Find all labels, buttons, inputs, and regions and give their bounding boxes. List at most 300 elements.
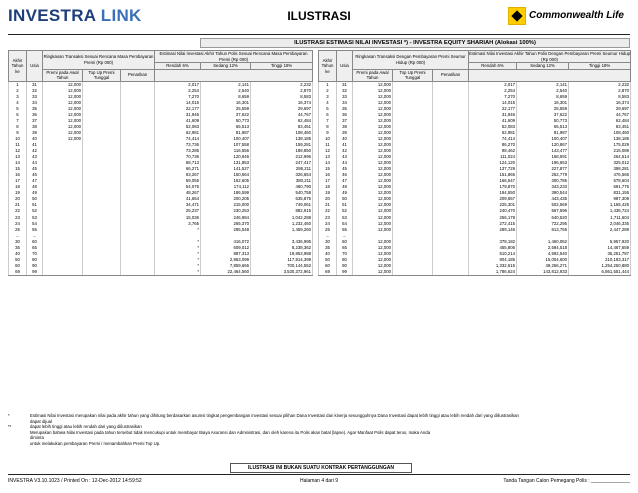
cell-akhir-tahun: 22 (9, 208, 27, 214)
cell-usia: 52 (27, 208, 43, 214)
cell-akhir-tahun: 16 (319, 172, 337, 178)
cell-premi: 12,000 (353, 160, 393, 166)
cell-rendah: 73,736 (155, 142, 201, 148)
cell-tinggi: 138,185 (569, 136, 631, 142)
cell-usia: 38 (27, 124, 43, 130)
cell-rendah: 3,765 (155, 221, 201, 227)
cell-tinggi: 247,417 (251, 160, 313, 166)
group-header-transaksi: Ringkasan Transaksi Dengan Pembayaran Premi Seumur Hidup (Rp 000) (353, 51, 469, 70)
cell-tinggi: 16,374 (251, 100, 313, 106)
col-header-akhir-tahun: Akhir Tahun ke (319, 51, 337, 82)
cell-usia: 54 (337, 221, 353, 227)
cell-akhir-tahun: 3 (319, 94, 337, 100)
cell-tinggi: 286,211 (251, 166, 313, 172)
col-header-usia: Usia (337, 51, 353, 82)
cell-rendah: 256,179 (469, 215, 517, 221)
cell-usia: 32 (27, 88, 43, 94)
cell-usia: 65 (337, 245, 353, 251)
cell-rendah: 68,713 (155, 160, 201, 166)
cell-premi: 12,000 (353, 81, 393, 88)
cell-akhir-tahun: 24 (319, 221, 337, 227)
cell-rendah: 209,657 (469, 196, 517, 202)
cell-akhir-tahun: 12 (9, 148, 27, 154)
cell-akhir-tahun: 3 (9, 94, 27, 100)
cell-rendah: 54,075 (155, 184, 201, 190)
cell-tinggi: 749,061 (251, 202, 313, 208)
cell-akhir-tahun: 40 (319, 251, 337, 257)
cell-akhir-tahun: 4 (319, 100, 337, 106)
cell-sedang: 37,622 (201, 112, 251, 118)
investment-table-planned-payment (8, 50, 313, 276)
cell-akhir-tahun: 30 (9, 239, 27, 245)
cell-usia: 46 (337, 172, 353, 178)
cell-premi: 12,000 (353, 257, 393, 263)
cell-sedang: 2,594,518 (517, 245, 569, 251)
cell-tinggi: 987,309 (569, 196, 631, 202)
cell-rendah: 74,414 (155, 136, 201, 142)
tinggi-label: Tinggi (270, 63, 283, 68)
table-body (319, 81, 631, 276)
cell-akhir-tahun: 25 (9, 227, 27, 233)
cell-rendah: * (155, 227, 201, 233)
cell-sedang: 100,407 (517, 136, 569, 142)
cell-topup (393, 269, 433, 276)
cell-sedang: 143,812,933 (517, 269, 569, 276)
footnote-text: dapat lebih tinggi atau lebih rendah dari yang diilustrasikan (30, 424, 142, 430)
cell-sedang: 390,544 (517, 190, 569, 196)
rendah-rate: 6% (497, 63, 504, 68)
cell-akhir-tahun: 21 (319, 202, 337, 208)
footnote-mark (8, 441, 30, 447)
cell-premi: 12,000 (43, 112, 83, 118)
cell-akhir-tahun: 7 (9, 118, 27, 124)
cell-usia: 90 (337, 263, 353, 269)
cell-akhir-tahun: 4 (9, 100, 27, 106)
cell-akhir-tahun: 14 (9, 160, 27, 166)
cell-tinggi: 1,042,288 (251, 215, 313, 221)
cell-rendah: 272,415 (469, 221, 517, 227)
document-title: ILUSTRASI (287, 9, 351, 23)
cell-sedang: 50,773 (201, 118, 251, 124)
cell-usia: 39 (27, 130, 43, 136)
cell-sedang: 174,112 (201, 184, 251, 190)
cell-rendah: 98,462 (469, 148, 517, 154)
cell-premi: 12,000 (353, 202, 393, 208)
cell-sedang: 49,256,271 (517, 263, 569, 269)
cell-sedang: 116,556 (201, 148, 251, 154)
cell-tinggi: 83,451 (251, 124, 313, 130)
cell-sedang: 4,592,540 (517, 251, 569, 257)
col-header-usia: Usia (27, 51, 43, 82)
cell-akhir-tahun: 25 (319, 227, 337, 233)
cell-rendah: 14,015 (155, 100, 201, 106)
cell-akhir-tahun: 69 (9, 269, 27, 276)
cell-premi: 12,000 (43, 94, 83, 100)
cell-tinggi: 6,861,551,444 (569, 269, 631, 276)
cell-sedang: 200,205 (201, 196, 251, 202)
signature-line: Tanda Tangan Calon Pemegang Polis : ______________ (503, 478, 630, 484)
cell-rendah: * (155, 263, 201, 269)
group-header-transaksi: Ringkasan Transaksi Sesuai Rencana Masa Pembayaran Premi (Rp 000) (43, 51, 155, 70)
cell-sedang: 2,141 (517, 81, 569, 88)
cell-rendah: 2,017 (155, 81, 201, 88)
cell-usia: 36 (27, 112, 43, 118)
cell-rendah: 151,866 (469, 172, 517, 178)
cell-akhir-tahun: 20 (319, 196, 337, 202)
cell-tinggi: 2,870 (569, 88, 631, 94)
cell-rendah: 194,550 (469, 190, 517, 196)
cell-tinggi: 2,447,289 (569, 227, 631, 233)
cell-premi: 12,000 (353, 166, 393, 172)
cell-tinggi: 3,436,995 (251, 239, 313, 245)
cell-tinggi: 215,089 (569, 148, 631, 154)
cell-rendah: 510,214 (469, 251, 517, 257)
investment-table-lifetime-payment (318, 50, 631, 276)
cell-rendah: 34,471 (155, 202, 201, 208)
illustration-subtitle: ILUSTRASI ESTIMASI NILAI INVESTASI *) - INVESTRA EQUITY SHARIAH (Alokasi 100%) (200, 38, 630, 48)
cell-premi: 12,000 (353, 245, 393, 251)
cell-tinggi: 326,654 (251, 172, 313, 178)
cell-usia: 33 (27, 94, 43, 100)
cell-usia: 49 (27, 190, 43, 196)
cell-rendah: 124,120 (469, 160, 517, 166)
cell-tinggi: 635,875 (251, 196, 313, 202)
cell-tinggi: 831,155 (569, 190, 631, 196)
cell-rendah: * (155, 257, 201, 263)
cell-sedang: 502,569 (517, 202, 569, 208)
cell-sedang: 2,963,099 (201, 257, 251, 263)
cell-sedang: 100,407 (201, 136, 251, 142)
cell-sedang: 168,591 (517, 154, 569, 160)
cell-sedang: 186,599 (201, 190, 251, 196)
cell-rendah: 52,083 (155, 124, 201, 130)
cell-tinggi: 1,711,604 (569, 215, 631, 221)
cell-rendah: 62,981 (155, 130, 201, 136)
cell-usia: 40 (337, 136, 353, 142)
cell-usia: 60 (27, 239, 43, 245)
cell-usia: 35 (27, 106, 43, 112)
cell-sedang: 25,559 (517, 106, 569, 112)
cell-sedang: 265,370 (201, 221, 251, 227)
col-header-premi-awal: Premi pada Awal Tahun (43, 69, 83, 81)
cell-tinggi: 380,211 (251, 178, 313, 184)
cell-akhir-tahun: 6 (319, 112, 337, 118)
cell-penarikan (433, 269, 469, 276)
cell-akhir-tahun: 19 (319, 190, 337, 196)
cell-akhir-tahun: 50 (319, 257, 337, 263)
cell-usia: 41 (27, 142, 43, 148)
cell-premi: 12,000 (43, 130, 83, 136)
cell-tinggi: 14,467,659 (569, 245, 631, 251)
header-divider (8, 34, 630, 35)
cell-tinggi: 1,459,260 (251, 227, 313, 233)
cell-sedang: 813,755 (517, 227, 569, 233)
cell-usia: 32 (337, 88, 353, 94)
cell-akhir-tahun: 9 (319, 130, 337, 136)
cell-tinggi: 476,566 (569, 172, 631, 178)
cell-rendah: 289,146 (469, 227, 517, 233)
cell-premi: 12,000 (353, 124, 393, 130)
cell-usia: 47 (27, 178, 43, 184)
cell-usia: 40 (27, 136, 43, 142)
cell-sedang: 25,559 (201, 106, 251, 112)
cell-tinggi: 175,029 (569, 142, 631, 148)
cell-usia: 43 (337, 154, 353, 160)
disclaimer-box: ILUSTRASI INI BUKAN SUATU KONTRAK PERTANGGUNGAN (230, 463, 412, 473)
cell-sedang: 65,513 (517, 124, 569, 130)
cell-usia: 99 (27, 269, 43, 276)
cell-sedang: 15,004,600 (517, 257, 569, 263)
cell-sedang: 150,664 (201, 172, 251, 178)
cell-rendah: 179,870 (469, 184, 517, 190)
cell-rendah: 240,470 (469, 208, 517, 214)
cell-rendah: 7,270 (469, 94, 517, 100)
cell-tinggi: 8,583 (569, 94, 631, 100)
cell-tinggi: 35,251,787 (569, 251, 631, 257)
cell-sedang: 16,301 (201, 100, 251, 106)
cell-premi: 12,000 (353, 190, 393, 196)
cell-sedang: 300,785 (517, 178, 569, 184)
cell-rendah: 73,285 (155, 148, 201, 154)
cell-sedang: 50,773 (517, 118, 569, 124)
cell-sedang: 262,779 (517, 172, 569, 178)
cell-akhir-tahun: 8 (319, 124, 337, 130)
cell-rendah: 86,270 (469, 142, 517, 148)
sedang-rate: 12% (546, 63, 555, 68)
cell-akhir-tahun: 16 (9, 172, 27, 178)
cell-premi: 12,000 (353, 269, 393, 276)
footnote-item (8, 441, 630, 447)
cell-akhir-tahun: ... (319, 233, 337, 239)
cell-premi: 12,000 (43, 88, 83, 94)
cell-sedang: 107,558 (201, 142, 251, 148)
cell-tinggi: 2,232 (569, 81, 631, 88)
page-number: Halaman 4 dari 9 (299, 478, 339, 484)
cell-tinggi: 8,583 (251, 94, 313, 100)
cell-rendah: 22,177 (155, 106, 201, 112)
cell-sedang: 8,659 (201, 94, 251, 100)
cell-usia: 53 (337, 215, 353, 221)
cell-akhir-tahun: 2 (9, 88, 27, 94)
cell-sedang: 343,233 (517, 184, 569, 190)
cell-tinggi: 398,281 (569, 166, 631, 172)
cell-rendah: 2,254 (469, 88, 517, 94)
cell-akhir-tahun: 30 (319, 239, 337, 245)
cell-akhir-tahun: 10 (9, 136, 27, 142)
cell-premi: 12,000 (353, 142, 393, 148)
cell-tinggi: 108,460 (569, 130, 631, 136)
cell-akhir-tahun: 6 (9, 112, 27, 118)
cell-rendah: 166,547 (469, 178, 517, 184)
cell-tinggi: 2,232 (251, 81, 313, 88)
cell-sedang: 215,000 (201, 202, 251, 208)
cell-tinggi: 1,254,250,880 (569, 263, 631, 269)
footnote-text: dapat dijual (30, 418, 52, 424)
cell-rendah: 74,414 (469, 136, 517, 142)
commonwealth-life-logo (508, 6, 624, 26)
cell-premi: 12,000 (353, 130, 393, 136)
cell-usia: 41 (337, 142, 353, 148)
col-header-topup: Top Up Premi Tunggal (393, 69, 433, 81)
cell-tinggi: 188,850 (251, 148, 313, 154)
cell-usia: 38 (337, 124, 353, 130)
header-spacer (155, 69, 313, 81)
cell-usia: 43 (27, 154, 43, 160)
cell-akhir-tahun: 2 (319, 88, 337, 94)
cell-premi: 12,000 (353, 148, 393, 154)
footnote-text: Merupakan bahwa Nilai Investasi pada tahun tersebut tidak mencukupi untuk membayar Biaya Asuransi dan Administrasi, dan oleh karena itu Polis akan batal (lapse). Agar Manfaat Polis dapat terus, maka Anda (30, 429, 431, 435)
cell-rendah: 31,946 (469, 112, 517, 118)
cell-usia: 34 (337, 100, 353, 106)
cell-usia: 70 (27, 251, 43, 257)
cell-akhir-tahun: 35 (9, 245, 27, 251)
cell-usia: 52 (337, 208, 353, 214)
cell-tinggi: 83,451 (569, 124, 631, 130)
brand-name-part1: INVESTRA (8, 6, 96, 25)
cell-sedang: 196,653 (517, 160, 569, 166)
cell-premi (43, 269, 83, 276)
partner-logo-text: Commonwealth Life (528, 10, 624, 21)
cell-usia: 31 (27, 81, 43, 88)
cell-rendah: 25,237 (155, 208, 201, 214)
cell-premi: 12,000 (353, 136, 393, 142)
cell-rendah: 14,015 (469, 100, 517, 106)
col-header-penarikan: Penarikan (433, 69, 469, 81)
cell-akhir-tahun: ... (9, 233, 27, 239)
cell-premi: 12,000 (43, 106, 83, 112)
cell-akhir-tahun: 23 (319, 215, 337, 221)
cell-sedang: 22,464,560 (201, 269, 251, 276)
cell-rendah: 66,271 (155, 166, 201, 172)
cell-tinggi: 29,697 (569, 106, 631, 112)
cell-tinggi: 691,775 (569, 184, 631, 190)
cell-tinggi: 700,144,552 (251, 263, 313, 269)
cell-rendah: 41,654 (155, 196, 201, 202)
cell-premi: 12,000 (353, 208, 393, 214)
cell-akhir-tahun: 24 (9, 221, 27, 227)
cell-usia: 55 (337, 227, 353, 233)
footnote-text: diminta (30, 435, 44, 441)
cell-usia: 48 (27, 184, 43, 190)
cell-tinggi: 210,193,317 (569, 257, 631, 263)
footnotes (8, 413, 630, 447)
cell-rendah: 41,609 (469, 118, 517, 124)
cell-tinggi: 2,046,335 (569, 221, 631, 227)
print-info: INVESTRA V3.10.1023 / Printed On : 12-Dec-2012 14:59:52 (8, 478, 142, 484)
cell-rendah: 63,267 (155, 172, 201, 178)
cell-akhir-tahun: 12 (319, 148, 337, 154)
cell-akhir-tahun: 13 (9, 154, 27, 160)
cell-rendah: 2,017 (469, 81, 517, 88)
cell-usia: 36 (337, 112, 353, 118)
cell-sedang: 131,853 (201, 160, 251, 166)
col-header-penarikan: Penarikan (121, 69, 155, 81)
cell-usia: 44 (337, 160, 353, 166)
cell-rendah: 48,267 (155, 190, 201, 196)
cell-sedang: 143,477 (517, 148, 569, 154)
cell-akhir-tahun: 15 (9, 166, 27, 172)
cell-usia: 42 (27, 148, 43, 154)
cell-usia: 70 (337, 251, 353, 257)
cell-rendah: 22,177 (469, 106, 517, 112)
cell-tinggi: 29,697 (251, 106, 313, 112)
tinggi-rate: 18% (283, 63, 293, 68)
cell-sedang: 81,987 (201, 130, 251, 136)
cell-tinggi: 1,232,460 (251, 221, 313, 227)
tinggi-rate: 18% (601, 63, 611, 68)
cell-akhir-tahun: 10 (319, 136, 337, 142)
cell-rendah: * (155, 245, 201, 251)
cell-sedang: 37,622 (517, 112, 569, 118)
cell-usia: 45 (337, 166, 353, 172)
sedang-rate: 12% (229, 63, 238, 68)
footnote-text: Estimasi Nilai Investasi merupakan nilai pada akhir tahun yang dihitung berdasarkan asumsi tingkat pengembangan investasi sesuai pilihan Dana Investasi dan kinerja sesungguhnya Dana Investasi dapat lebih tinggi atau lebih rendah dari yang diilustrasikan (30, 413, 519, 418)
table-body (9, 81, 313, 276)
cell-premi: 12,000 (353, 239, 393, 245)
cell-usia: 51 (337, 202, 353, 208)
cell-usia: 80 (27, 257, 43, 263)
cell-akhir-tahun: 15 (319, 166, 337, 172)
cell-sedang: 120,946 (201, 154, 251, 160)
cell-usia: 60 (337, 239, 353, 245)
table-row (319, 269, 631, 276)
cell-tinggi: 19,853,988 (251, 251, 313, 257)
cell-premi: 12,000 (353, 178, 393, 184)
cell-akhir-tahun: 11 (319, 142, 337, 148)
cell-sedang: 120,867 (517, 142, 569, 148)
cell-sedang: 443,435 (517, 196, 569, 202)
cell-rendah: 31,946 (155, 112, 201, 118)
cell-usia: 35 (337, 106, 353, 112)
cell-akhir-tahun: 60 (9, 263, 27, 269)
cell-sedang: 722,295 (517, 221, 569, 227)
cell-akhir-tahun: 22 (319, 208, 337, 214)
sedang-label: Sedang (213, 63, 229, 68)
cell-tinggi: 212,996 (251, 154, 313, 160)
brand-name-part2: LINK (95, 6, 142, 25)
cell-akhir-tahun: 5 (9, 106, 27, 112)
cell-sedang: 230,253 (201, 208, 251, 214)
cell-premi: 12,000 (43, 100, 83, 106)
cell-tinggi: 325,012 (569, 160, 631, 166)
cell-tinggi: 1,165,425 (569, 202, 631, 208)
rendah-rate: 6% (182, 63, 189, 68)
cell-tinggi: 3,530,372,961 (251, 269, 313, 276)
cell-akhir-tahun: 7 (319, 118, 337, 124)
cell-premi: 12,000 (353, 100, 393, 106)
cell-premi: 12,000 (353, 263, 393, 269)
cell-usia: 90 (27, 263, 43, 269)
group-header-estimasi: Estimasi Nilai Investasi Akhir Tahun Polis Sesuai Rencana Masa Pembayaran Premi (Rp 000) (155, 51, 313, 63)
cell-premi: 12,000 (43, 81, 83, 88)
cell-sedang: 1,460,052 (517, 239, 569, 245)
cell-sedang: 16,301 (517, 100, 569, 106)
cell-usia: 53 (27, 215, 43, 221)
cell-sedang: 285,548 (201, 227, 251, 233)
cell-akhir-tahun: 20 (9, 196, 27, 202)
cell-sedang: 2,540 (517, 88, 569, 94)
cell-premi: 12,000 (353, 118, 393, 124)
cell-rendah: 7,270 (155, 94, 201, 100)
cell-akhir-tahun: 50 (9, 257, 27, 263)
cell-akhir-tahun: 23 (9, 215, 27, 221)
cell-akhir-tahun: 60 (319, 263, 337, 269)
cell-tinggi: 460,790 (251, 184, 313, 190)
cell-sedang: 65,513 (201, 124, 251, 130)
cell-premi: 12,000 (353, 215, 393, 221)
cell-usia: 47 (337, 178, 353, 184)
cell-usia: 37 (27, 118, 43, 124)
